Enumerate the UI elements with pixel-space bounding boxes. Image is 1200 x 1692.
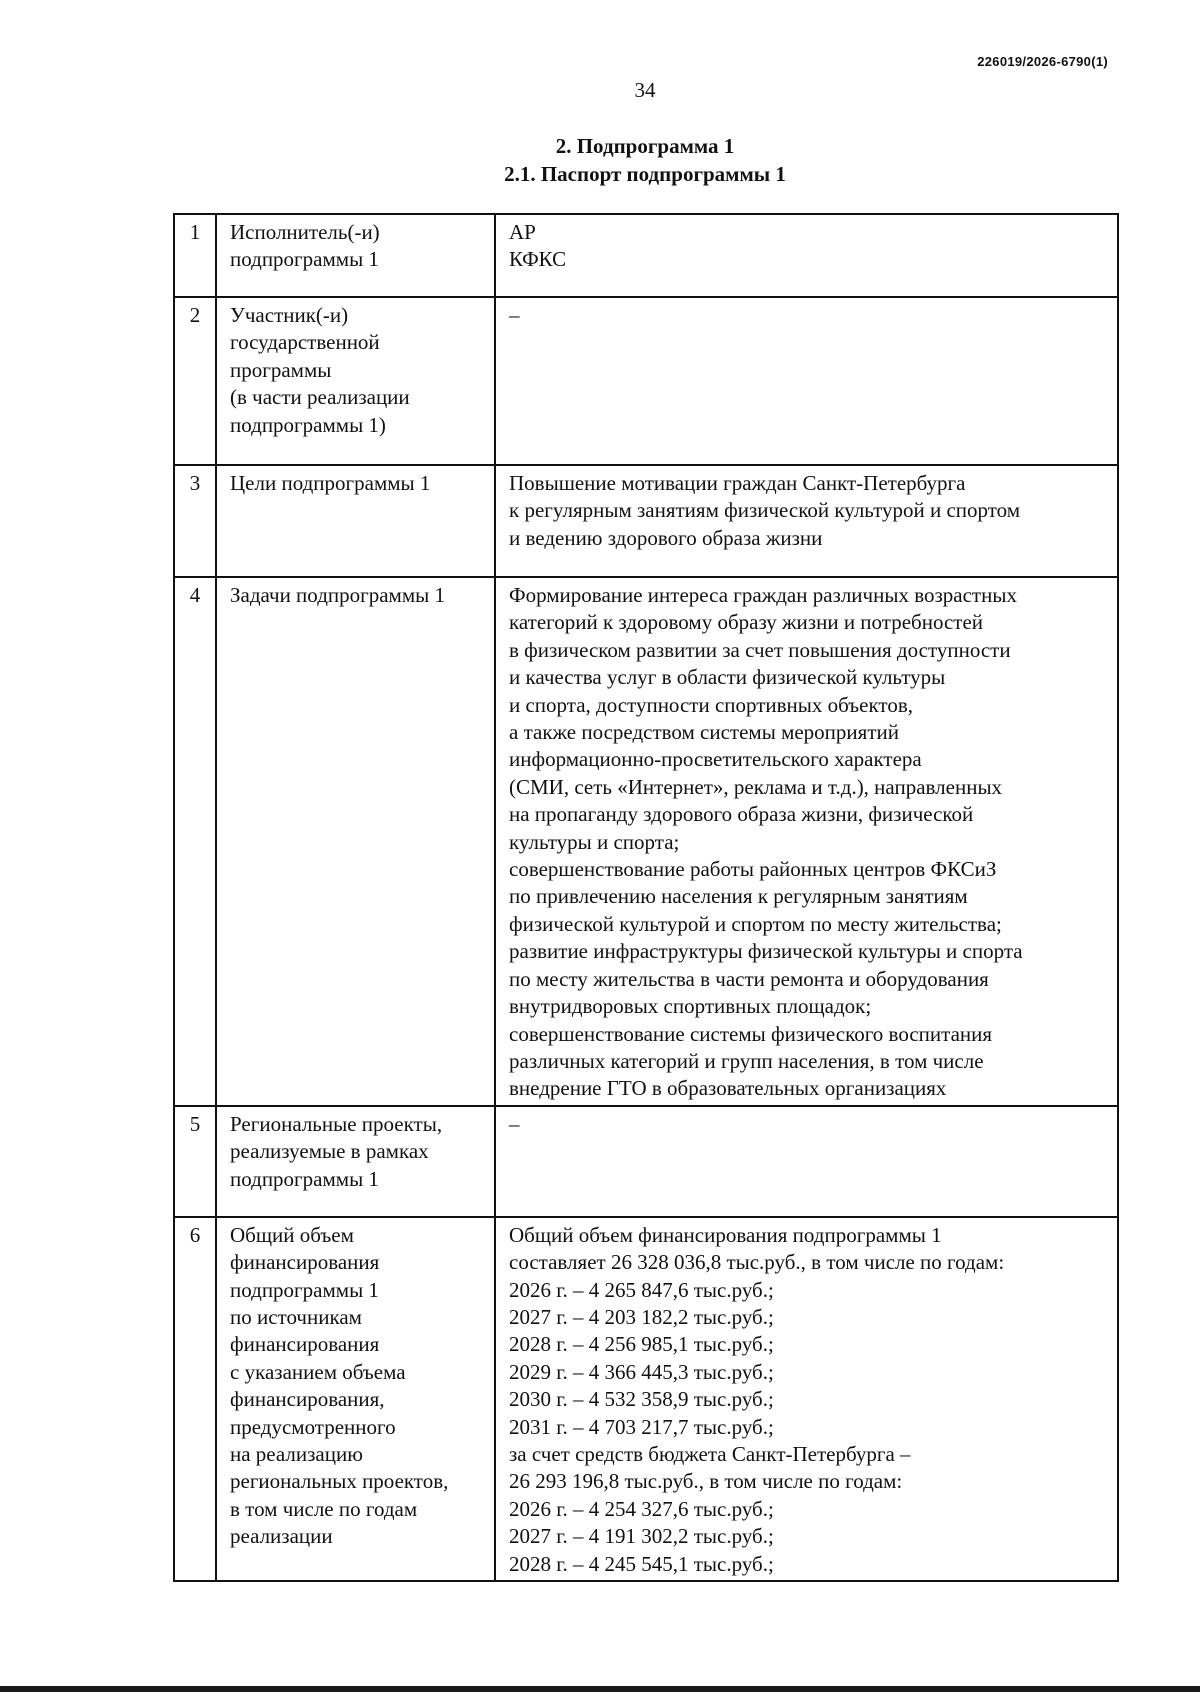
subsection-heading: 2.1. Паспорт подпрограммы 1 — [504, 162, 786, 186]
row-value-line: в физическом развитии за счет повышения доступности — [509, 637, 1011, 662]
row-value-line: – — [509, 303, 520, 327]
row-label-line: с указанием объема — [230, 1359, 406, 1384]
row-value-line: 2026 г. – 4 254 327,6 тыс.руб.; — [509, 1496, 774, 1521]
row-label-line: финансирования, — [230, 1387, 385, 1412]
row-label-line: подпрограммы 1 — [230, 1166, 379, 1191]
row-value-line: 2027 г. – 4 191 302,2 тыс.руб.; — [509, 1524, 774, 1549]
row-value-line: культуры и спорта; — [509, 829, 680, 854]
table-row — [174, 1217, 1118, 1581]
row-value-line: совершенствование системы физического воспитания — [509, 1021, 993, 1046]
row-value-line: информационно-просветительского характера — [509, 747, 922, 772]
row-label-line: реализации — [230, 1524, 333, 1549]
row-value-line: АР — [509, 220, 536, 244]
row-value — [495, 1217, 1118, 1581]
row-value-line: на пропаганду здорового образа жизни, физической — [509, 802, 974, 827]
row-value-line: категорий к здоровому образу жизни и потребностей — [509, 610, 984, 635]
table-row — [174, 1106, 1118, 1217]
row-label-line: подпрограммы 1 — [230, 1277, 379, 1302]
row-value — [495, 214, 1118, 297]
row-number: 6 — [174, 1217, 216, 1581]
row-label — [216, 465, 495, 577]
row-label-line: Региональные проекты, — [230, 1111, 443, 1136]
row-value-line: к регулярным занятиям физической культурой и спортом — [509, 498, 1021, 523]
row-value-line: – — [509, 1111, 520, 1136]
row-value-line: Формирование интереса граждан различных возрастных — [509, 583, 1017, 607]
row-value-line: внутридворовых спортивных площадок; — [509, 994, 872, 1019]
row-number: 3 — [174, 465, 216, 577]
scan-edge-divider — [0, 1686, 1200, 1692]
row-label-line: региональных проектов, — [230, 1469, 449, 1494]
table-row — [174, 577, 1118, 1106]
row-value-line: по привлечению населения к регулярным занятиям — [509, 884, 968, 909]
row-label — [216, 1106, 495, 1217]
row-label-line: Исполнитель(-и) — [230, 220, 380, 244]
row-value-line: КФКС — [509, 247, 567, 272]
row-value-line: физической культурой и спортом по месту жительства; — [509, 911, 1002, 936]
row-value-line: (СМИ, сеть «Интернет», реклама и т.д.), направленных — [509, 774, 1003, 799]
row-value-line: 26 293 196,8 тыс.руб., в том числе по годам: — [509, 1469, 903, 1494]
table-row — [174, 214, 1118, 297]
page-number: 34 — [634, 78, 656, 102]
row-value — [495, 577, 1118, 1106]
row-label — [216, 577, 495, 1106]
row-label-line: государственной — [230, 330, 380, 355]
row-value-line: и спорта, доступности спортивных объектов, — [509, 692, 913, 717]
row-value-line: за счет средств бюджета Санкт-Петербурга – — [509, 1441, 911, 1466]
document-id: 226019/2026-6790(1) — [977, 54, 1108, 69]
row-label-line: подпрограммы 1 — [230, 247, 379, 272]
row-label-line: финансирования — [230, 1332, 380, 1357]
row-value-line: 2028 г. – 4 245 545,1 тыс.руб.; — [509, 1551, 774, 1576]
row-label-line: программы — [230, 357, 332, 382]
row-number: 5 — [174, 1106, 216, 1217]
row-value-line: совершенствование работы районных центров ФКСиЗ — [509, 857, 997, 882]
row-label-line: на реализацию — [230, 1441, 363, 1466]
row-value — [495, 465, 1118, 577]
row-value-line: 2030 г. – 4 532 358,9 тыс.руб.; — [509, 1387, 774, 1412]
passport-table — [173, 213, 1119, 1582]
row-value — [495, 1106, 1118, 1217]
table-row — [174, 465, 1118, 577]
row-value-line: и ведению здорового образа жизни — [509, 525, 823, 550]
row-value-line: Повышение мотивации граждан Санкт-Петербурга — [509, 471, 966, 495]
row-number: 2 — [174, 297, 216, 465]
row-label-line: Цели подпрограммы 1 — [230, 471, 431, 495]
row-label-line: реализуемые в рамках — [230, 1139, 429, 1164]
row-label-line: Задачи подпрограммы 1 — [230, 583, 445, 607]
row-value-line: 2031 г. – 4 703 217,7 тыс.руб.; — [509, 1414, 774, 1439]
row-number: 4 — [174, 577, 216, 1106]
row-label — [216, 1217, 495, 1581]
row-value-line: различных категорий и групп населения, в том числе — [509, 1048, 984, 1073]
row-number: 1 — [174, 214, 216, 297]
row-value-line: и качества услуг в области физической культуры — [509, 665, 946, 690]
row-value-line: 2026 г. – 4 265 847,6 тыс.руб.; — [509, 1277, 774, 1302]
row-value-line: 2027 г. – 4 203 182,2 тыс.руб.; — [509, 1304, 774, 1329]
row-value-line: а также посредством системы мероприятий — [509, 720, 899, 745]
row-value — [495, 297, 1118, 465]
row-label-line: финансирования — [230, 1250, 380, 1275]
row-value-line: Общий объем финансирования подпрограммы 1 — [509, 1222, 942, 1247]
row-value-line: 2029 г. – 4 366 445,3 тыс.руб.; — [509, 1359, 774, 1384]
row-label-line: Участник(-и) — [230, 303, 349, 327]
row-value-line: составляет 26 328 036,8 тыс.руб., в том числе по годам: — [509, 1250, 1005, 1275]
row-label-line: подпрограммы 1) — [230, 412, 386, 437]
row-label — [216, 297, 495, 465]
passport-table-body — [174, 214, 1118, 1581]
row-label — [216, 214, 495, 297]
row-value-line: внедрение ГТО в образовательных организациях — [509, 1076, 947, 1101]
row-value-line: 2028 г. – 4 256 985,1 тыс.руб.; — [509, 1332, 774, 1357]
row-value-line: по месту жительства в части ремонта и оборудования — [509, 966, 989, 991]
table-row — [174, 297, 1118, 465]
row-label-line: (в части реализации — [230, 385, 410, 410]
row-label-line: предусмотренного — [230, 1414, 396, 1439]
section-heading: 2. Подпрограмма 1 — [555, 134, 735, 158]
row-label-line: по источникам — [230, 1304, 362, 1329]
row-value-line: развитие инфраструктуры физической культуры и спорта — [509, 939, 1023, 964]
row-label-line: Общий объем — [230, 1222, 354, 1247]
row-label-line: в том числе по годам — [230, 1496, 418, 1521]
